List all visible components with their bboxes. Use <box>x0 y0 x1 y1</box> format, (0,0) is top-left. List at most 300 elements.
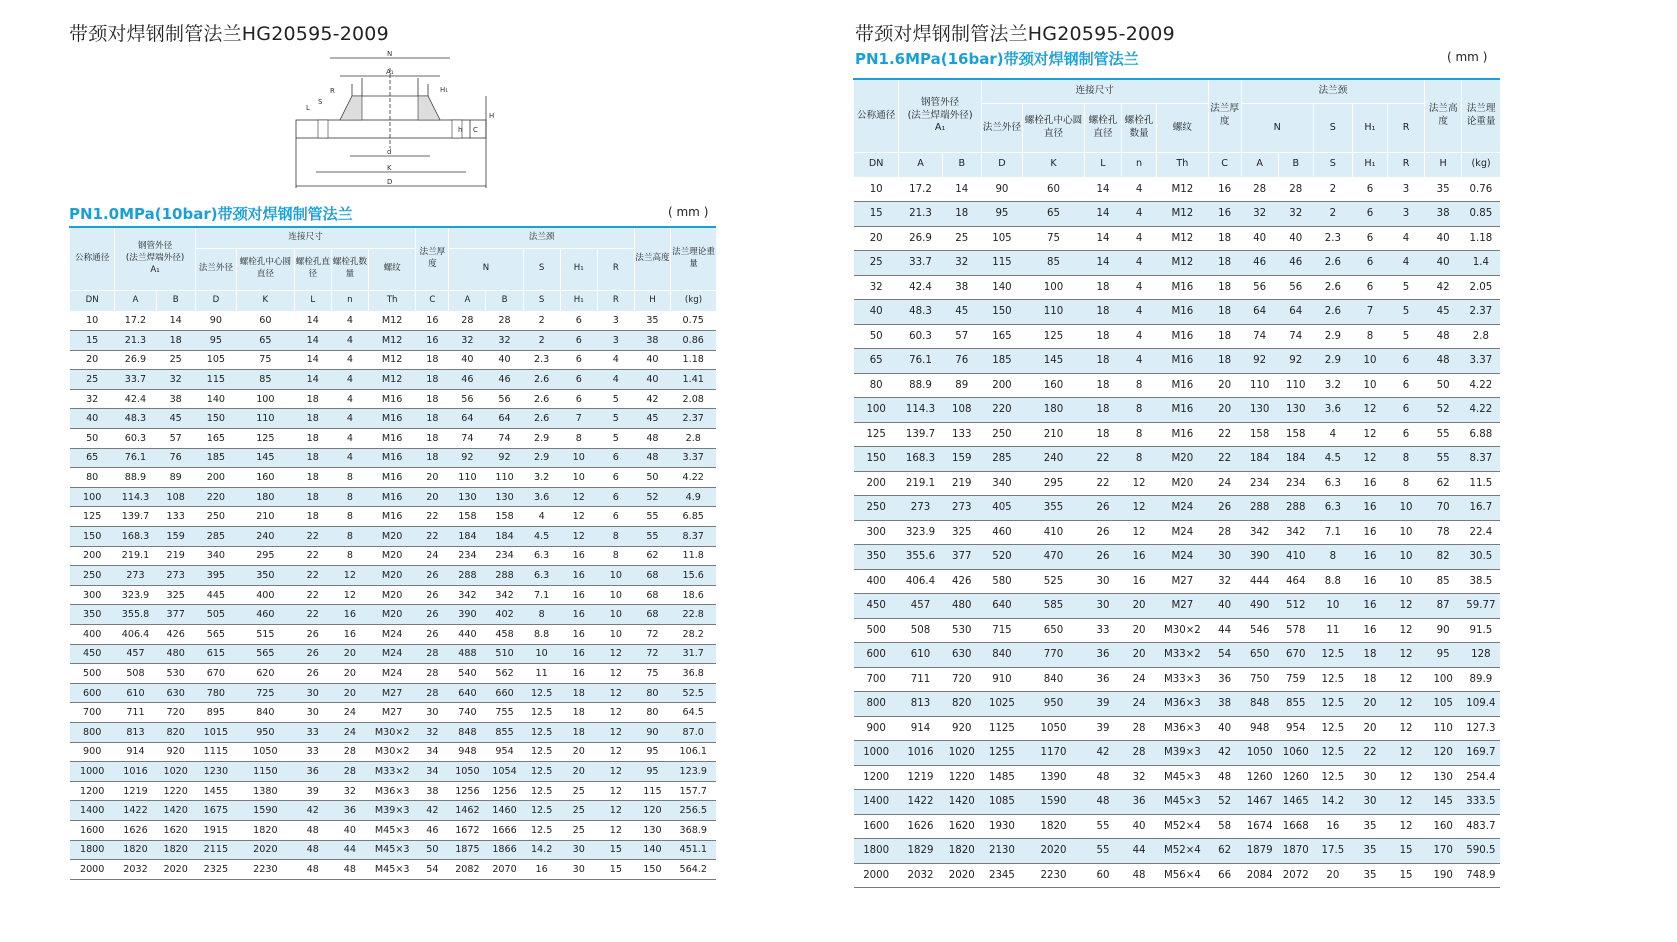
table-cell: 8 <box>1122 422 1157 447</box>
table-cell: 8 <box>331 527 368 547</box>
table-cell: M16 <box>368 409 415 429</box>
table-cell: 342 <box>449 585 486 605</box>
table-cell: 18 <box>416 409 449 429</box>
table-cell: 377 <box>156 605 195 625</box>
table-cell: 12.5 <box>1313 716 1352 741</box>
table-cell: 6.3 <box>523 566 560 586</box>
table-cell: 87.0 <box>670 722 716 742</box>
table-cell: 40 <box>1241 226 1278 251</box>
table-cell: 500 <box>854 618 899 643</box>
sub-r: R <box>597 290 634 311</box>
table-cell: M56×4 <box>1157 863 1209 888</box>
table-cell: 2.05 <box>1462 275 1500 300</box>
table-cell: 2.9 <box>523 429 560 449</box>
table-cell: 16 <box>416 311 449 331</box>
table-cell: 342 <box>1241 520 1278 545</box>
table-cell: 2.8 <box>1462 324 1500 349</box>
col-neck-n: N <box>449 248 523 290</box>
table-cell: 285 <box>195 527 236 547</box>
table-cell: 6 <box>1387 422 1424 447</box>
table-cell: 6 <box>1387 398 1424 423</box>
table-cell: 32 <box>156 370 195 390</box>
table-cell: 402 <box>486 605 523 625</box>
table-cell: 4 <box>1122 251 1157 276</box>
table-cell: 1668 <box>1278 814 1313 839</box>
table-cell: 18 <box>560 703 597 723</box>
table-cell: 219.1 <box>899 471 942 496</box>
table-cell: 410 <box>1023 520 1085 545</box>
table-cell: 508 <box>115 664 156 684</box>
table-cell: 22 <box>1208 447 1241 472</box>
col-conn: 连接尺寸 <box>195 227 416 248</box>
table-cell: 24 <box>331 703 368 723</box>
table-cell: 35 <box>1352 839 1387 864</box>
sub-kg: (kg) <box>1462 153 1500 178</box>
table-cell: 60.3 <box>899 324 942 349</box>
col-nominal: 公称通径 <box>854 79 899 153</box>
table-cell: 670 <box>1278 643 1313 668</box>
table-cell: 6.3 <box>1313 471 1352 496</box>
table-cell: 450 <box>854 594 899 619</box>
table-cell: 488 <box>449 644 486 664</box>
table-cell: 16 <box>560 546 597 566</box>
table-cell: 16 <box>1352 496 1387 521</box>
table-cell: 56 <box>486 389 523 409</box>
table-cell: 22 <box>1208 422 1241 447</box>
table-cell: 28 <box>416 644 449 664</box>
table-cell: 33 <box>294 742 331 762</box>
table-cell: 30 <box>294 683 331 703</box>
table-cell: 48 <box>1122 863 1157 888</box>
table-cell: M33×2 <box>1157 643 1209 668</box>
sub-h1: H₁ <box>560 290 597 311</box>
table-cell: 180 <box>237 487 295 507</box>
table-cell: 460 <box>981 520 1022 545</box>
right-page-title: 带颈对焊钢制管法兰HG20595-2009 <box>855 23 1175 45</box>
table-cell: 56 <box>1278 275 1313 300</box>
table-cell: 110 <box>486 468 523 488</box>
table-cell: 17.2 <box>115 311 156 331</box>
table-cell: 12 <box>597 742 634 762</box>
table-cell: 74 <box>1278 324 1313 349</box>
table-cell: 4.22 <box>1462 373 1500 398</box>
table-cell: 25 <box>560 820 597 840</box>
table-cell: 2325 <box>195 860 236 880</box>
sub-s: S <box>523 290 560 311</box>
table-cell: 74 <box>486 429 523 449</box>
table-cell: 150 <box>195 409 236 429</box>
table-cell: 184 <box>1241 447 1278 472</box>
table-cell: 16 <box>1122 569 1157 594</box>
table-cell: 59.77 <box>1462 594 1500 619</box>
table-cell: 185 <box>981 349 1022 374</box>
table-cell: 640 <box>981 594 1022 619</box>
table-cell: 4 <box>1122 324 1157 349</box>
table-cell: 8.37 <box>670 527 716 547</box>
table-cell: 28 <box>486 311 523 331</box>
table-cell: 32 <box>1278 202 1313 227</box>
table-cell: 22 <box>294 605 331 625</box>
table-cell: 50 <box>854 324 899 349</box>
table-cell: 2000 <box>854 863 899 888</box>
table-cell: 18 <box>1208 226 1241 251</box>
table-cell: 2.6 <box>1313 275 1352 300</box>
table-cell: 66 <box>1208 863 1241 888</box>
table-cell: 108 <box>156 487 195 507</box>
table-cell: 16 <box>1208 177 1241 202</box>
table-cell: 15 <box>597 860 634 880</box>
table-cell: 85 <box>1023 251 1085 276</box>
sub-n: n <box>1122 153 1157 178</box>
table-cell: 20 <box>1208 373 1241 398</box>
table-cell: 128 <box>1462 643 1500 668</box>
table-cell: 64 <box>1241 300 1278 325</box>
table-cell: 90 <box>634 722 670 742</box>
table-cell: 30 <box>294 703 331 723</box>
table-cell: 26 <box>1084 520 1121 545</box>
table-cell: 585 <box>1023 594 1085 619</box>
table-cell: 100 <box>1023 275 1085 300</box>
table-cell: 14 <box>1084 177 1121 202</box>
table-cell: 32 <box>942 251 981 276</box>
table-cell: M12 <box>368 311 415 331</box>
table-cell: 28 <box>449 311 486 331</box>
table-cell: 28 <box>416 683 449 703</box>
table-cell: 2.6 <box>523 389 560 409</box>
table-cell: 22.8 <box>670 605 716 625</box>
table-cell: M20 <box>368 585 415 605</box>
table-cell: 1620 <box>942 814 981 839</box>
table-cell: 355 <box>1023 496 1085 521</box>
table-cell: 108 <box>942 398 981 423</box>
table-cell: 12 <box>597 683 634 703</box>
table-row <box>854 692 1501 717</box>
table-cell: 12 <box>597 781 634 801</box>
table-cell: 12 <box>1352 447 1387 472</box>
table-cell: M24 <box>1157 545 1209 570</box>
table-cell: 1060 <box>1278 741 1313 766</box>
table-cell: 18 <box>1084 275 1121 300</box>
table-cell: 14 <box>294 331 331 351</box>
table-cell: 92 <box>449 448 486 468</box>
table-row <box>854 373 1501 398</box>
table-cell: 45 <box>634 409 670 429</box>
table-cell: 780 <box>195 683 236 703</box>
table-cell: 2230 <box>237 860 295 880</box>
table-cell: 813 <box>115 722 156 742</box>
sub-r: R <box>1387 153 1424 178</box>
table-cell: 6 <box>560 370 597 390</box>
table-cell: 6 <box>597 448 634 468</box>
table-cell: 45 <box>156 409 195 429</box>
table-cell: 57 <box>942 324 981 349</box>
sub-nb: B <box>1278 153 1313 178</box>
table-cell: 410 <box>1278 545 1313 570</box>
table-cell: 1820 <box>156 840 195 860</box>
table-cell: 68 <box>634 566 670 586</box>
table-cell: 32 <box>1241 202 1278 227</box>
table-cell: 1672 <box>449 820 486 840</box>
table-cell: 40 <box>1425 226 1462 251</box>
table-cell: 840 <box>981 643 1022 668</box>
table-cell: 14 <box>294 370 331 390</box>
table-cell: 8 <box>1387 471 1424 496</box>
table-cell: 426 <box>156 625 195 645</box>
table-cell: 60 <box>1084 863 1121 888</box>
table-row <box>854 349 1501 374</box>
table-cell: 44 <box>1208 618 1241 643</box>
table-cell: 8 <box>597 527 634 547</box>
table-cell: 89.9 <box>1462 667 1500 692</box>
table-cell: 12 <box>597 820 634 840</box>
table-cell: 12 <box>597 703 634 723</box>
table-cell: 895 <box>195 703 236 723</box>
table-row <box>70 389 717 409</box>
table-cell: 0.86 <box>670 331 716 351</box>
table-cell: 18 <box>294 448 331 468</box>
table-row <box>854 545 1501 570</box>
table-row <box>70 644 717 664</box>
table-cell: 2345 <box>981 863 1022 888</box>
table-cell: 130 <box>486 487 523 507</box>
table-cell: 450 <box>70 644 115 664</box>
table-cell: 17.5 <box>1313 839 1352 864</box>
table-cell: 38 <box>1208 692 1241 717</box>
table-cell: 2020 <box>237 840 295 860</box>
table-cell: 6 <box>1387 373 1424 398</box>
table-cell: 6 <box>597 487 634 507</box>
table-cell: 130 <box>1241 398 1278 423</box>
table-cell: 2.9 <box>1313 324 1352 349</box>
table-cell: 14 <box>1084 251 1121 276</box>
table-cell: 350 <box>854 545 899 570</box>
table-cell: 36 <box>1084 643 1121 668</box>
table-cell: 33 <box>1084 618 1121 643</box>
table-cell: 16 <box>560 644 597 664</box>
table-cell: 8 <box>523 605 560 625</box>
table-cell: M36×3 <box>1157 716 1209 741</box>
table-cell: 32 <box>486 331 523 351</box>
table-cell: 14.2 <box>523 840 560 860</box>
sub-h: H <box>1425 153 1462 178</box>
table-cell: 610 <box>899 643 942 668</box>
table-cell: 16 <box>1352 545 1387 570</box>
table-cell: 1674 <box>1241 814 1278 839</box>
table-row <box>854 839 1501 864</box>
table-cell: 140 <box>634 840 670 860</box>
table-cell: 6.88 <box>1462 422 1500 447</box>
table-cell: 10 <box>523 644 560 664</box>
table-cell: 100 <box>70 487 115 507</box>
table-cell: 139.7 <box>115 507 156 527</box>
table-cell: 14.2 <box>1313 790 1352 815</box>
table-row <box>70 605 717 625</box>
table-cell: 18 <box>1084 349 1121 374</box>
table-cell: 18 <box>560 683 597 703</box>
table-cell: 6.3 <box>523 546 560 566</box>
table-cell: 16 <box>560 605 597 625</box>
table-cell: M45×3 <box>1157 790 1209 815</box>
table-cell: 512 <box>1278 594 1313 619</box>
table-row <box>854 202 1501 227</box>
table-cell: 60.3 <box>115 429 156 449</box>
table-cell: 26.9 <box>899 226 942 251</box>
table-cell: 1400 <box>854 790 899 815</box>
table-cell: 65 <box>237 331 295 351</box>
col-pipe-od: 钢管外径 (法兰焊端外径) A₁ <box>899 79 981 153</box>
left-page-title: 带颈对焊钢制管法兰HG20595-2009 <box>69 23 389 45</box>
col-weight: 法兰理论重量 <box>670 227 716 290</box>
table-cell: 457 <box>899 594 942 619</box>
table-cell: 92 <box>1278 349 1313 374</box>
table-cell: M30×2 <box>368 722 415 742</box>
table-cell: 90 <box>981 177 1022 202</box>
table-cell: 323.9 <box>115 585 156 605</box>
table-row <box>70 625 717 645</box>
table-cell: 68 <box>634 605 670 625</box>
sub-d: D <box>981 153 1022 178</box>
table-cell: 90 <box>195 311 236 331</box>
table-cell: 4 <box>1122 300 1157 325</box>
table-cell: 1666 <box>486 820 523 840</box>
table-cell: 355.6 <box>899 545 942 570</box>
table-cell: M12 <box>1157 251 1209 276</box>
table-cell: 20 <box>416 468 449 488</box>
table-cell: 4 <box>331 311 368 331</box>
col-neck-s: S <box>1313 104 1352 153</box>
table-cell: 26 <box>1208 496 1241 521</box>
table-cell: 18 <box>294 487 331 507</box>
table-cell: 288 <box>449 566 486 586</box>
table-cell: 28 <box>1208 520 1241 545</box>
table-cell: 95 <box>634 742 670 762</box>
table-cell: 1626 <box>899 814 942 839</box>
table-cell: 18.6 <box>670 585 716 605</box>
table-cell: M16 <box>368 507 415 527</box>
table-cell: 110 <box>237 409 295 429</box>
table-cell: 20 <box>1208 398 1241 423</box>
table-cell: 4.22 <box>1462 398 1500 423</box>
table-cell: 580 <box>981 569 1022 594</box>
table-cell: 120 <box>1425 741 1462 766</box>
diagram-label-h1: H₁ <box>440 86 449 94</box>
table-cell: 36 <box>1122 790 1157 815</box>
table-cell: 250 <box>854 496 899 521</box>
table-cell: 1219 <box>899 765 942 790</box>
table-cell: 1866 <box>486 840 523 860</box>
table-cell: 4.5 <box>1313 447 1352 472</box>
table-cell: 10 <box>1352 373 1387 398</box>
table-cell: 2130 <box>981 839 1022 864</box>
table-cell: 40 <box>1208 716 1241 741</box>
table-cell: 800 <box>70 722 115 742</box>
table-cell: 16 <box>331 605 368 625</box>
table-cell: 24 <box>416 546 449 566</box>
table-row <box>70 664 717 684</box>
table-cell: 22.4 <box>1462 520 1500 545</box>
sub-h: H <box>634 290 670 311</box>
table-row <box>854 422 1501 447</box>
table-row <box>854 275 1501 300</box>
table-cell: 1420 <box>156 801 195 821</box>
table-cell: 288 <box>1241 496 1278 521</box>
table-cell: 15 <box>1387 863 1424 888</box>
table-cell: 36 <box>331 801 368 821</box>
table-cell: 28 <box>331 762 368 782</box>
table-cell: 256.5 <box>670 801 716 821</box>
table-cell: 954 <box>486 742 523 762</box>
table-cell: 157.7 <box>670 781 716 801</box>
table-cell: 88.9 <box>899 373 942 398</box>
sub-c: C <box>416 290 449 311</box>
table-cell: 64 <box>486 409 523 429</box>
table-cell: 10 <box>1387 545 1424 570</box>
table-cell: 30 <box>1084 569 1121 594</box>
table-cell: 12 <box>1122 471 1157 496</box>
table-row <box>854 863 1501 888</box>
table-cell: 125 <box>70 507 115 527</box>
table-cell: 168.3 <box>899 447 942 472</box>
table-cell: 85 <box>1425 569 1462 594</box>
table-cell: M52×4 <box>1157 814 1209 839</box>
table-cell: 12.5 <box>1313 667 1352 692</box>
table-cell: 26 <box>1084 545 1121 570</box>
table-row <box>854 618 1501 643</box>
table-cell: 505 <box>195 605 236 625</box>
table-cell: 2.8 <box>670 429 716 449</box>
table-cell: 395 <box>195 566 236 586</box>
table-cell: 8.8 <box>523 625 560 645</box>
table-cell: 40 <box>449 350 486 370</box>
table-cell: 2.37 <box>670 409 716 429</box>
table-cell: 5 <box>1387 300 1424 325</box>
table-cell: 21.3 <box>115 331 156 351</box>
table-cell: 18 <box>1084 324 1121 349</box>
table-cell: 525 <box>1023 569 1085 594</box>
table-cell: 400 <box>70 625 115 645</box>
table-row <box>70 546 717 566</box>
table-cell: 145 <box>237 448 295 468</box>
table-cell: 20 <box>331 683 368 703</box>
table-row <box>70 409 717 429</box>
table-cell: 670 <box>195 664 236 684</box>
table-cell: 32 <box>331 781 368 801</box>
table-cell: 1050 <box>1241 741 1278 766</box>
table-cell: 106.1 <box>670 742 716 762</box>
table-cell: 48 <box>634 448 670 468</box>
table-cell: 190 <box>1425 863 1462 888</box>
table-cell: 250 <box>70 566 115 586</box>
col-neck-s: S <box>523 248 560 290</box>
table-cell: 954 <box>1278 716 1313 741</box>
table-cell: 11 <box>1313 618 1352 643</box>
table-cell: 12.5 <box>1313 643 1352 668</box>
diagram-label-s: S <box>318 98 323 106</box>
table-cell: 1390 <box>1023 765 1085 790</box>
table-cell: 900 <box>854 716 899 741</box>
table-cell: 22 <box>416 527 449 547</box>
table-cell: M45×3 <box>1157 765 1209 790</box>
table-cell: 1255 <box>981 741 1022 766</box>
table-cell: 88.9 <box>115 468 156 488</box>
table-cell: 127.3 <box>1462 716 1500 741</box>
table-cell: 28 <box>1241 177 1278 202</box>
table-cell: 42 <box>634 389 670 409</box>
table-cell: 30.5 <box>1462 545 1500 570</box>
table-cell: 40 <box>1425 251 1462 276</box>
table-cell: 100 <box>1425 667 1462 692</box>
table-cell: 26 <box>294 625 331 645</box>
